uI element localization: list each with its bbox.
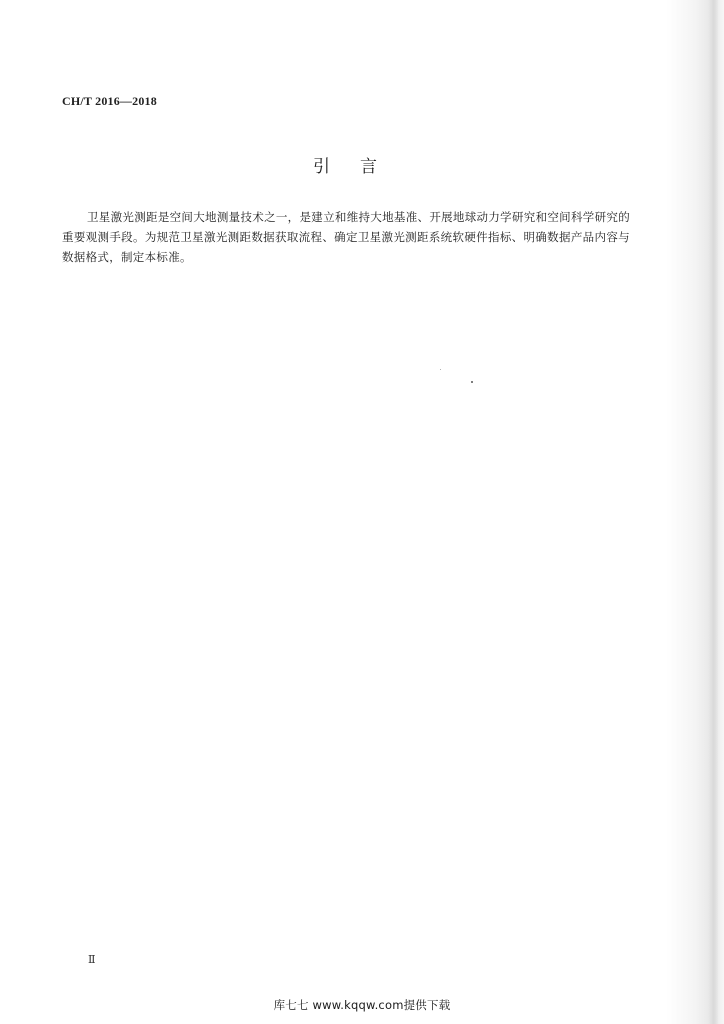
introduction-paragraph: 卫星激光测距是空间大地测量技术之一，是建立和维持大地基准、开展地球动力学研究和空间科学研究的重要观测手段。为规范卫星激光测距数据获取流程、确定卫星激光测距系统软硬件指标、明确数据产品内容与数据格式，制定本标准。 <box>62 210 630 264</box>
standard-code: CH/T 2016—2018 <box>62 94 157 108</box>
scan-speck <box>440 369 441 370</box>
page-number: Ⅱ <box>88 954 96 966</box>
page-fold-shadow <box>708 0 718 1024</box>
download-watermark: 库七七 www.kqqw.com提供下载 <box>273 998 451 1012</box>
scan-speck <box>471 381 473 383</box>
page-heading: 引言 <box>313 157 407 177</box>
